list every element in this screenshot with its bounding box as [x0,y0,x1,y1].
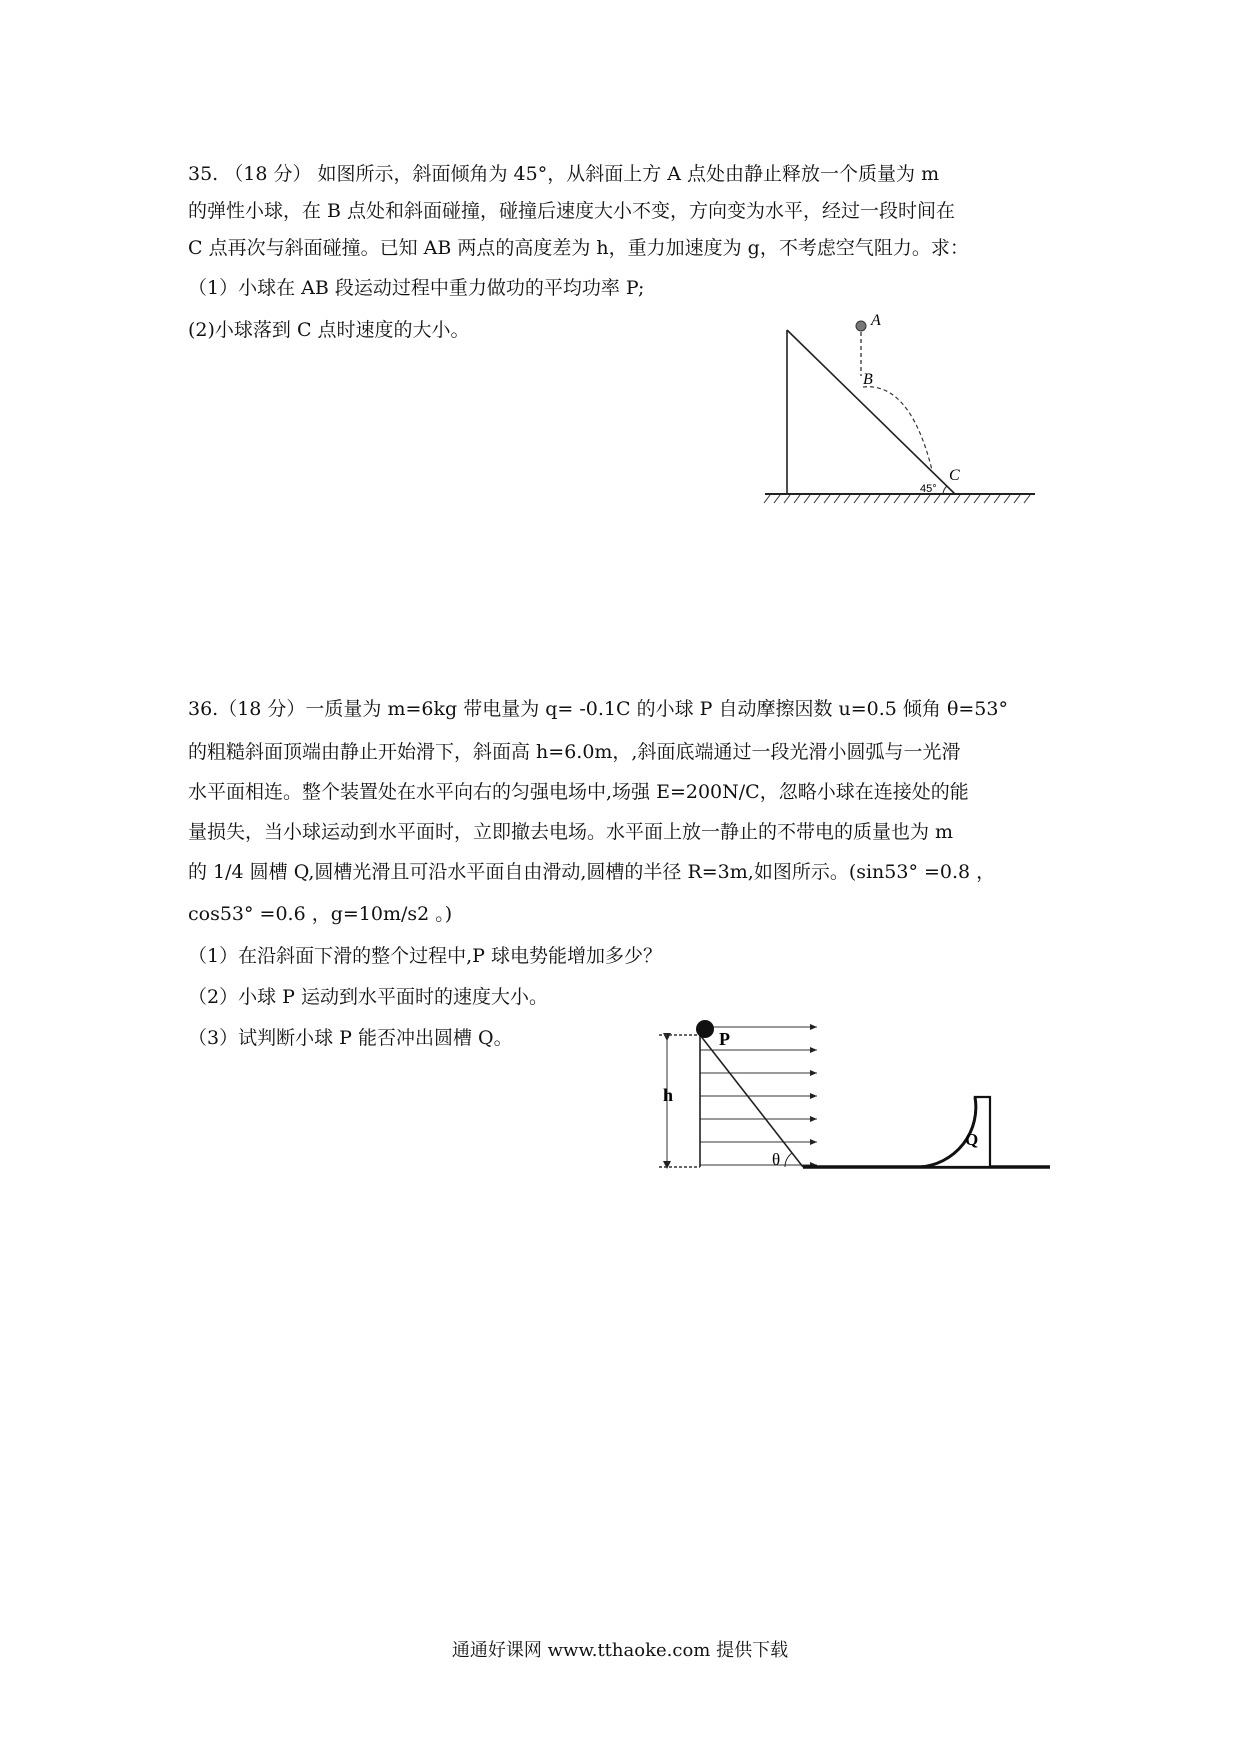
electric-field-lines [700,1027,817,1165]
q35-line-5: (2)小球落到 C 点时速度的大小。 [188,319,470,341]
q35-line-1: 35. （18 分） 如图所示，斜面倾角为 45°，从斜面上方 A 点处由静止释放一个质量为 m [188,163,940,185]
label-a: A [871,312,881,329]
label-b: B [863,371,873,388]
label-c: C [949,467,960,484]
q36-line-1: 36.（18 分）一质量为 m=6kg 带电量为 q= -0.1C 的小球 P 自动摩擦因数 u=0.5 倾角 θ=53° [188,698,1008,720]
q35-line-3: C 点再次与斜面碰撞。已知 AB 两点的高度差为 h，重力加速度为 g，不考虑空气阻力。求： [188,237,969,259]
q36-line-5: 的 1/4 圆槽 Q,圆槽光滑且可沿水平面自由滑动,圆槽的半径 R=3m,如图所示。(sin53° =0.8 ， [188,861,996,883]
label-theta: θ [772,1150,781,1169]
q36-line-4: 量损失，当小球运动到水平面时，立即撤去电场。水平面上放一静止的不带电的质量也为 m [188,821,954,843]
q35-incline-figure [760,310,1050,515]
label-p: P [719,1029,730,1049]
footer-note: 通通好课网 www.tthaoke.com 提供下载 [451,1640,789,1661]
label-angle: 45° [920,483,937,495]
q36-line-9: （3）试判断小球 P 能否冲出圆槽 Q。 [188,1027,513,1049]
q36-line-7: （1）在沿斜面下滑的整个过程中,P 球电势能增加多少？ [188,945,662,967]
label-q: Q [965,1130,979,1149]
q36-line-6: cos53° =0.6 ，g=10m/s2 。) [188,903,453,925]
q36-line-2: 的粗糙斜面顶端由静止开始滑下，斜面高 h=6.0m，,斜面底端通过一段光滑小圆弧与一光滑 [188,741,961,763]
q35-line-2: 的弹性小球，在 B 点处和斜面碰撞，碰撞后速度大小不变，方向变为水平，经过一段时间在 [188,200,956,222]
ground-hatch [764,495,1030,503]
q36-line-8: （2）小球 P 运动到水平面时的速度大小。 [188,986,548,1008]
groove-q [920,1097,990,1167]
q36-line-3: 水平面相连。整个装置处在水平向右的匀强电场中,场强 E=200N/C，忽略小球在连接处的能 [188,781,969,803]
label-h: h [663,1085,674,1105]
q35-line-4: （1）小球在 AB 段运动过程中重力做功的平均功率 P; [188,277,645,299]
q36-field-figure [655,1015,1055,1180]
